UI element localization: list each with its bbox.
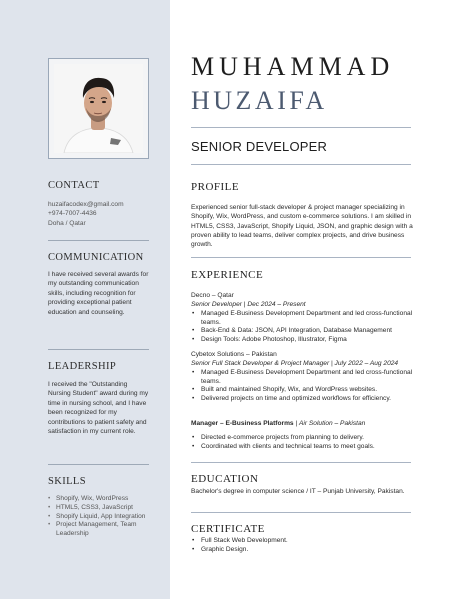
experience-item bbox=[191, 292, 415, 345]
skills-list bbox=[48, 495, 150, 539]
job-title: SENIOR DEVELOPER bbox=[191, 139, 328, 154]
education-text: Bachelor's degree in computer science / IT – Punjab University, Pakistan. bbox=[191, 488, 405, 495]
job-role: Senior Developer | Dec 2024 – Present bbox=[191, 300, 306, 308]
experience-item bbox=[191, 351, 415, 404]
divider bbox=[191, 462, 411, 463]
divider bbox=[191, 164, 411, 165]
name-first: MUHAMMAD bbox=[191, 52, 395, 81]
portrait-image bbox=[54, 64, 143, 153]
bullet-item: • Built and maintained Shopify, Wix, and WordPress websites. bbox=[191, 386, 415, 395]
leadership-heading: LEADERSHIP bbox=[48, 361, 117, 372]
profile-text: Experienced senior full-stack developer & project manager specializing in Shopify, Wix, WordPress, and custom e-commerce solutions. I am skilled in HTML5, CSS3, JavaScript, Shopify Liquid, JSON, and graphic design with a proven ability to lead teams, deliver complex projects, and drive business growth. bbox=[191, 204, 413, 249]
certificate-list bbox=[191, 537, 415, 555]
communication-heading: COMMUNICATION bbox=[48, 252, 144, 263]
communication-section bbox=[48, 252, 150, 317]
bullet-item: • Delivered projects on time and optimized workflows for efficiency. bbox=[191, 395, 415, 404]
bullet-item: • Coordinated with clients and technical teams to meet goals. bbox=[191, 443, 415, 452]
company-name: Decno – Qatar bbox=[191, 292, 234, 299]
company-name: Cybetox Solutions – Pakistan bbox=[191, 351, 277, 358]
divider bbox=[191, 512, 411, 513]
leadership-text: I received the "Outstanding Nursing Student" award during my time in nursing school, and I have been recognized for my contributions to patient safety and satisfaction in my current role. bbox=[48, 381, 149, 436]
skill-item: • Shopify Liquid, App Integration bbox=[48, 513, 150, 522]
skill-item: • Shopify, Wix, WordPress bbox=[48, 495, 150, 504]
skills-heading: SKILLS bbox=[48, 476, 86, 487]
bullet-list bbox=[191, 369, 415, 405]
leadership-section bbox=[48, 361, 150, 436]
bullet-item: • Directed e-commerce projects from planning to delivery. bbox=[191, 434, 415, 443]
certificate-item: • Graphic Design. bbox=[191, 546, 415, 555]
experience-item bbox=[191, 420, 415, 452]
experience-heading: EXPERIENCE bbox=[191, 269, 264, 281]
skill-item: • HTML5, CSS3, JavaScript bbox=[48, 504, 150, 513]
skills-section bbox=[48, 476, 150, 539]
bullet-item: • Managed E-Business Development Department and led cross-functional teams. bbox=[191, 369, 415, 387]
job-heading-role: Manager – E-Business Platforms bbox=[191, 420, 294, 427]
contact-email[interactable]: huzaifacodex@gmail.com bbox=[48, 201, 124, 208]
job-heading-company: Air Solution – Pakistan bbox=[299, 420, 366, 427]
certificate-item: • Full Stack Web Development. bbox=[191, 537, 415, 546]
contact-section bbox=[48, 180, 150, 228]
profile-photo-frame bbox=[48, 58, 149, 159]
communication-text: I have received several awards for my outstanding communication skills, including recognition for providing exceptional patient education and counseling. bbox=[48, 271, 149, 316]
bullet-list bbox=[191, 434, 415, 452]
bullet-item: • Managed E-Business Development Department and led cross-functional teams. bbox=[191, 310, 415, 328]
name-last: HUZAIFA bbox=[191, 86, 328, 115]
bullet-list bbox=[191, 310, 415, 346]
contact-phone[interactable]: +974-7007-4436 bbox=[48, 210, 97, 218]
job-heading-separator: | bbox=[293, 420, 299, 427]
divider bbox=[48, 240, 149, 241]
job-role: Senior Full Stack Developer & Project Manager | July 2022 – Aug 2024 bbox=[191, 359, 399, 367]
profile-heading: PROFILE bbox=[191, 181, 240, 193]
skill-item: • Project Management, Team Leadership bbox=[48, 521, 150, 539]
certificate-heading: CERTIFICATE bbox=[191, 523, 265, 535]
bullet-item: • Design Tools: Adobe Photoshop, Illustrator, Figma bbox=[191, 336, 415, 345]
education-heading: EDUCATION bbox=[191, 473, 259, 485]
profile-photo bbox=[54, 64, 143, 153]
divider bbox=[191, 127, 411, 128]
contact-location: Doha / Qatar bbox=[48, 219, 86, 227]
contact-heading: CONTACT bbox=[48, 180, 100, 191]
divider bbox=[48, 349, 149, 350]
bullet-item: • Back-End & Data: JSON, API Integration, Database Management bbox=[191, 327, 415, 336]
divider bbox=[48, 464, 149, 465]
divider bbox=[191, 257, 411, 258]
job-heading bbox=[191, 420, 415, 429]
